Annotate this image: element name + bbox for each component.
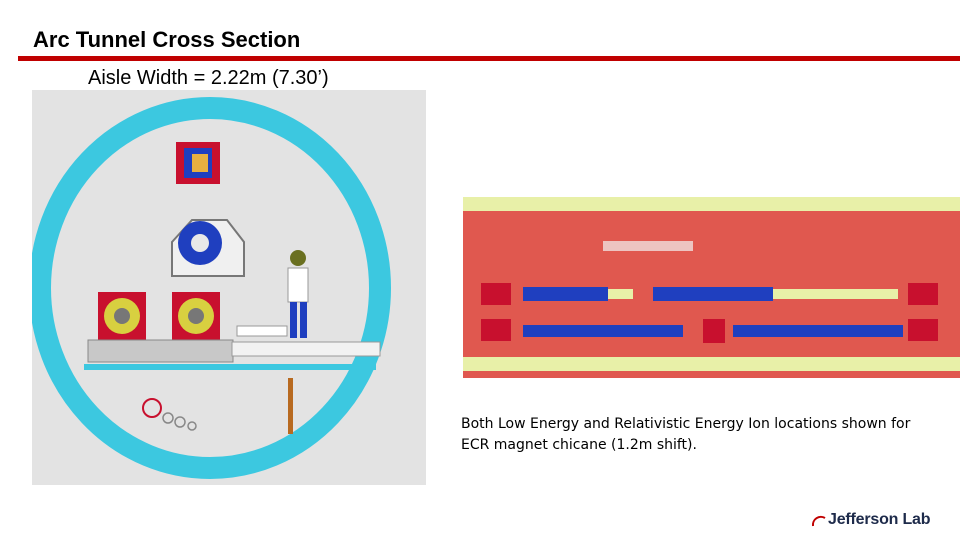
slide-title: Arc Tunnel Cross Section <box>33 27 301 52</box>
logo-text: Jefferson Lab <box>828 511 931 528</box>
aisle-width-label: Aisle Width = 2.22m (7.30’) <box>88 67 329 89</box>
jefferson-lab-logo <box>810 508 930 536</box>
lower-right-magnet <box>172 292 220 340</box>
upper-magnet <box>176 142 220 184</box>
figure-caption: Both Low Energy and Relativistic Energy Ion locations shown for ECR magnet chicane (1.2m shift). <box>461 416 911 453</box>
title-rule <box>18 56 960 61</box>
tunnel-cross-section-figure <box>32 90 426 485</box>
jefferson-lab-logo-icon <box>810 512 828 534</box>
lower-left-magnet <box>98 292 146 340</box>
chicane-plan-view-figure <box>463 197 960 378</box>
